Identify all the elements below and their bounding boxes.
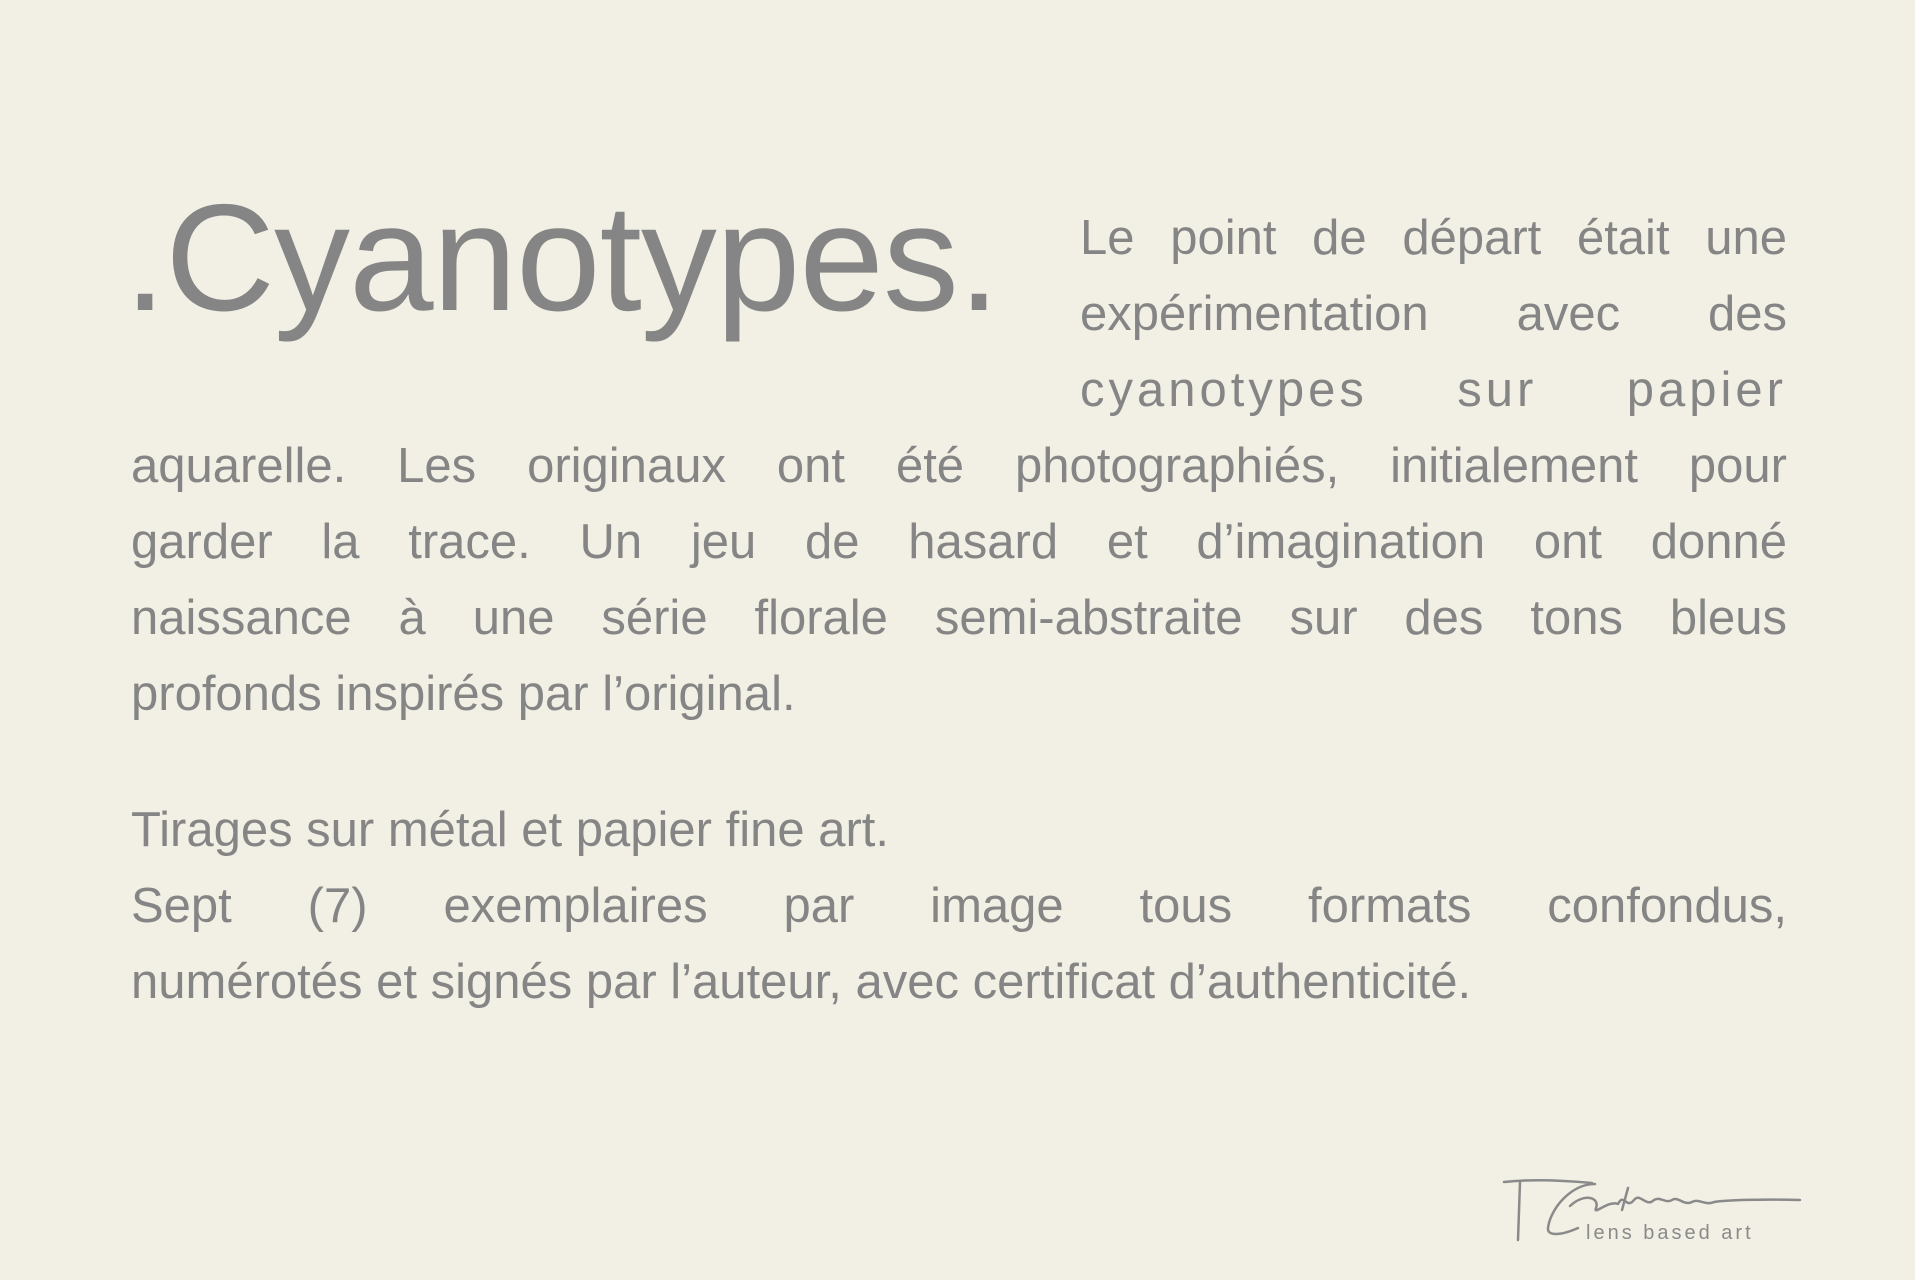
- description-line-2: garder la trace. Un jeu de hasard et d’imagination ont donné: [131, 515, 1787, 569]
- description-line-1: aquarelle. Les originaux ont été photographiés, initialement pour: [131, 439, 1787, 493]
- edition-line-2: Sept (7) exemplaires par image tous formats confondus,: [131, 879, 1787, 933]
- intro-line-2: expérimentation avec des: [1080, 287, 1787, 341]
- signature-logo: [1500, 1170, 1805, 1250]
- signature-tagline: lens based art: [1586, 1222, 1754, 1244]
- description-paragraph: [131, 433, 1787, 737]
- intro-line-3: cyanotypes sur papier: [1080, 363, 1787, 417]
- description-line-3: naissance à une série florale semi-abstraite sur des tons bleus: [131, 591, 1787, 645]
- description-line-4: profonds inspirés par l’original.: [131, 667, 796, 721]
- intro-line-1: Le point de départ était une: [1080, 211, 1787, 265]
- edition-notes: [131, 797, 1787, 1025]
- page-title: .Cyanotypes.: [124, 173, 1000, 343]
- edition-line-3: numérotés et signés par l’auteur, avec certificat d’authenticité.: [131, 955, 1472, 1009]
- edition-line-1: Tirages sur métal et papier fine art.: [131, 803, 890, 857]
- intro-paragraph: [1080, 205, 1787, 433]
